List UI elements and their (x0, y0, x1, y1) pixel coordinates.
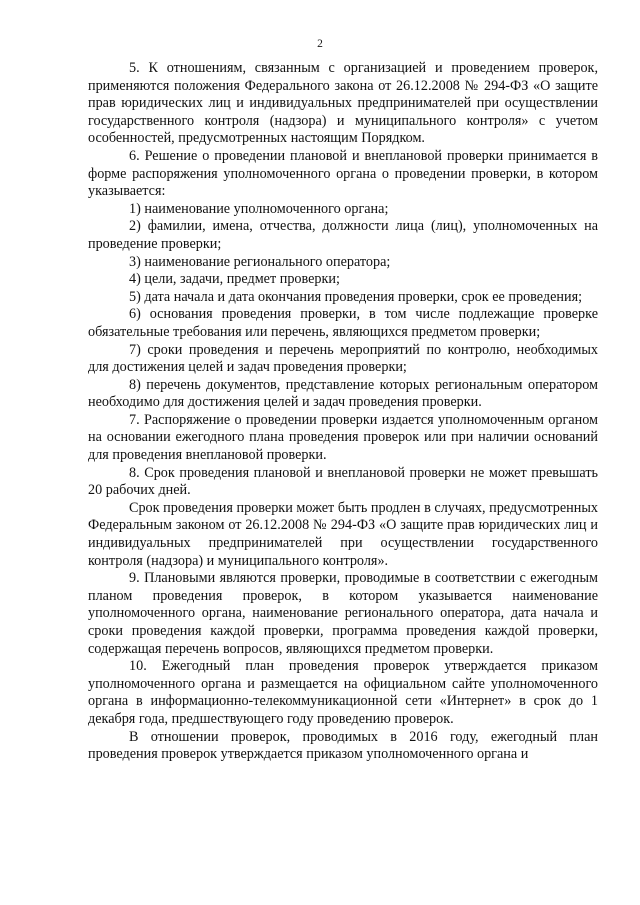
list-item-3: 3) наименование регионального оператора; (129, 253, 391, 270)
list-item-7: 7) сроки проведения и перечень мероприятий по контролю, необходимых для достижения целей и задач проведения проверки; (88, 341, 598, 376)
list-item-5: 5) дата начала и дата окончания проведения проверки, срок ее проведения; (129, 288, 583, 305)
paragraph-item-10: 10. Ежегодный план проведения проверок утверждается приказом уполномоченного органа и размещается на официальном сайте уполномоченного органа в информационно-телекоммуникационной сети «Интернет» в срок до 1 декабря года, предшествующего году проведению проверок. (88, 658, 598, 727)
paragraph-item-7: 7. Распоряжение о проведении проверки издается уполномоченным органом на основании ежегодного плана проведения проверок или при наличии оснований для проведения внеплановой проверки. (88, 411, 598, 464)
paragraph-2016: В отношении проверок, проводимых в 2016 году, ежегодный план проведения проверок утверждается приказом уполномоченного органа и (88, 728, 598, 763)
paragraph-extension: Срок проведения проверки может быть продлен в случаях, предусмотренных Федеральным законом от 26.12.2008 № 294-ФЗ «О защите прав юридических лиц и индивидуальных предпринимателей при осуществлении государственного контроля (надзора) и муниципального контроля». (88, 499, 598, 569)
page-number: 2 (317, 38, 323, 50)
list-item-2: 2) фамилии, имена, отчества, должности лица (лиц), уполномоченных на проведение проверки; (88, 218, 598, 252)
paragraph-item-8: 8. Срок проведения плановой и внеплановой проверки не может превышать 20 рабочих дней. (88, 464, 598, 499)
paragraph-item-6: 6. Решение о проведении плановой и внеплановой проверки принимается в форме распоряжения уполномоченного органа о проведении проверки, в котором указывается: (88, 147, 598, 200)
list-item-6: 6) основания проведения проверки, в том числе подлежащие проверке обязательные требования или перечень, являющихся предметом проверки; (88, 306, 598, 340)
list-item-4: 4) цели, задачи, предмет проверки; (129, 271, 340, 288)
document-body (88, 60, 598, 764)
list-item-8: 8) перечень документов, представление которых региональным оператором необходимо для достижения целей и задач проведения проверки. (88, 376, 598, 411)
list-item-1: 1) наименование уполномоченного органа; (129, 200, 389, 217)
paragraph-item-9: 9. Плановыми являются проверки, проводимые в соответствии с ежегодным планом проведения проверок, в котором указывается наименование уполномоченного органа, наименование регионального оператора, дата начала и сроки проведения каждой проверки, программа проведения каждой проверки, содержащая перечень вопросов, являющихся предметом проверки. (88, 570, 598, 657)
paragraph-item-5: 5. К отношениям, связанным с организацией и проведением проверок, применяются положения Федерального закона от 26.12.2008 № 294-ФЗ «О защите прав юридических лиц и индивидуальных предпринимателей при осуществлении государственного контроля (надзора) и муниципального контроля» с учетом особенностей, предусмотренных настоящим Порядком. (88, 60, 598, 147)
